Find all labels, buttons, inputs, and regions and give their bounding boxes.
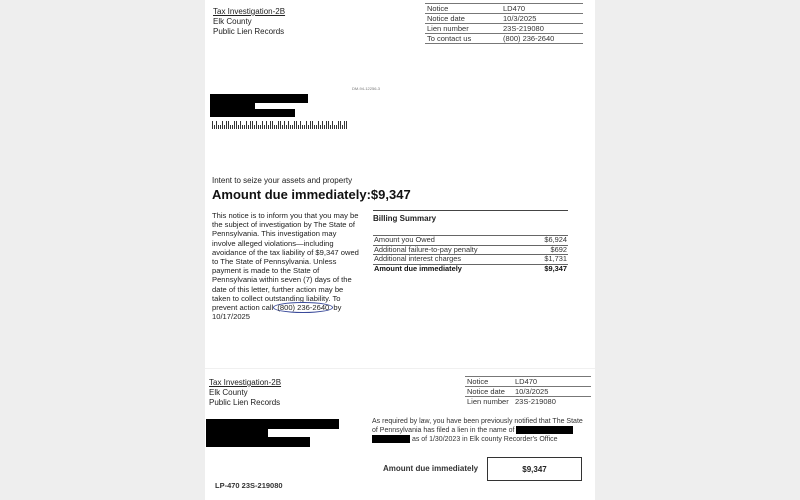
- billing-table: [373, 235, 568, 273]
- phone-number: (800) 236-2640: [277, 303, 330, 313]
- stub-info-row: [465, 387, 591, 397]
- intent-line: Intent to seize your assets and property: [212, 176, 353, 185]
- info-value: 10/3/2025: [501, 14, 583, 24]
- stub-info-row: [465, 397, 591, 407]
- notice-paragraph: This notice is to inform you that you may be the subject of investigation by The State of Pennsylvania. This investigation may involve alleged violations—including avoidance of the tax liability of $9,347 owed to The State of Pennsylvania. Unless payment is made to the State of Pennsylvania within seven (7) days of the date of this letter, further action may be taken to collect outstanding liability.: [212, 211, 359, 303]
- mail-code: DM-94-12256-3: [352, 86, 381, 91]
- billing-label: Amount you Owed: [373, 236, 531, 246]
- sender-block: [213, 7, 285, 37]
- billing-value: $1,731: [531, 255, 568, 265]
- lien-text-part-1: As required by law, you have been previously notified that The State of Pennsylvania has filed a lien in the name of: [372, 418, 583, 434]
- stub-sender-block: [209, 378, 281, 408]
- stub-sender-office: Public Lien Records: [209, 398, 281, 407]
- deadline-date: 10/17/2025: [212, 312, 251, 322]
- billing-summary: [373, 210, 568, 273]
- billing-total-row: [373, 264, 568, 273]
- info-row-notice-date: [425, 14, 583, 24]
- lien-notice-text: [372, 417, 587, 444]
- letter-page: [205, 0, 595, 500]
- tear-off-divider: [205, 368, 595, 369]
- billing-value: $692: [531, 245, 568, 255]
- billing-row: [373, 236, 568, 246]
- notice-body: [212, 211, 362, 321]
- amount-due-value: $9,347: [370, 187, 411, 202]
- info-label: To contact us: [425, 34, 501, 44]
- info-row-lien-number: [425, 24, 583, 34]
- billing-total-value: $9,347: [544, 263, 567, 273]
- info-value: LD470: [513, 377, 591, 387]
- stub-sender-county: Elk County: [209, 388, 248, 397]
- sender-office: Public Lien Records: [213, 27, 285, 36]
- redacted-address: [210, 109, 295, 117]
- notice-info-table: [425, 3, 583, 44]
- sender-county: Elk County: [213, 17, 252, 26]
- info-label: Lien number: [467, 397, 509, 406]
- info-value: LD470: [501, 4, 583, 14]
- redacted-lien-name: [372, 435, 410, 443]
- info-label: Lien number: [425, 24, 501, 34]
- info-label: Notice date: [465, 387, 513, 397]
- lien-text-part-2: as of 1/30/2023 in Elk county Recorder's Office: [411, 436, 558, 443]
- stub-redacted-address: [206, 437, 310, 447]
- stub-due-label: Amount due immediately: [383, 464, 479, 473]
- info-value: (800) 236-2640: [501, 34, 583, 44]
- info-row-contact: [425, 34, 583, 44]
- billing-total-label: Amount due immediately: [374, 263, 462, 273]
- info-label: Notice: [465, 377, 513, 387]
- info-value: 23S-219080: [501, 24, 583, 34]
- action-prefix: To prevent action call: [212, 293, 341, 313]
- billing-label: Additional interest charges: [373, 255, 531, 265]
- billing-value: $6,924: [531, 236, 568, 246]
- stub-sender-title: Tax Investigation-2B: [209, 378, 282, 387]
- circled-phone-number: [273, 302, 333, 313]
- sender-title: Tax Investigation-2B: [213, 7, 286, 16]
- billing-label: Additional failure-to-pay penalty: [373, 245, 531, 255]
- info-label: Notice: [425, 4, 501, 14]
- stub-info-row: [465, 377, 591, 387]
- info-label: Notice date: [425, 14, 501, 24]
- redacted-lien-name: [516, 426, 573, 434]
- billing-row: [373, 255, 568, 265]
- stub-footer-code: LP-470 23S-219080: [215, 481, 283, 490]
- action-suffix: by: [333, 303, 342, 313]
- amount-due-heading: [212, 187, 411, 202]
- info-row-notice: [425, 4, 583, 14]
- stub-info-table: [465, 376, 591, 406]
- postal-barcode: [212, 121, 347, 129]
- amount-due-label: Amount due immediately:: [212, 187, 371, 202]
- info-value: 23S-219080: [515, 397, 556, 406]
- stub-due-value: $9,347: [522, 464, 547, 474]
- billing-title: Billing Summary: [373, 214, 437, 223]
- billing-top-rule: [373, 210, 568, 211]
- stub-due-box: [487, 457, 582, 481]
- info-value: 10/3/2025: [513, 387, 591, 397]
